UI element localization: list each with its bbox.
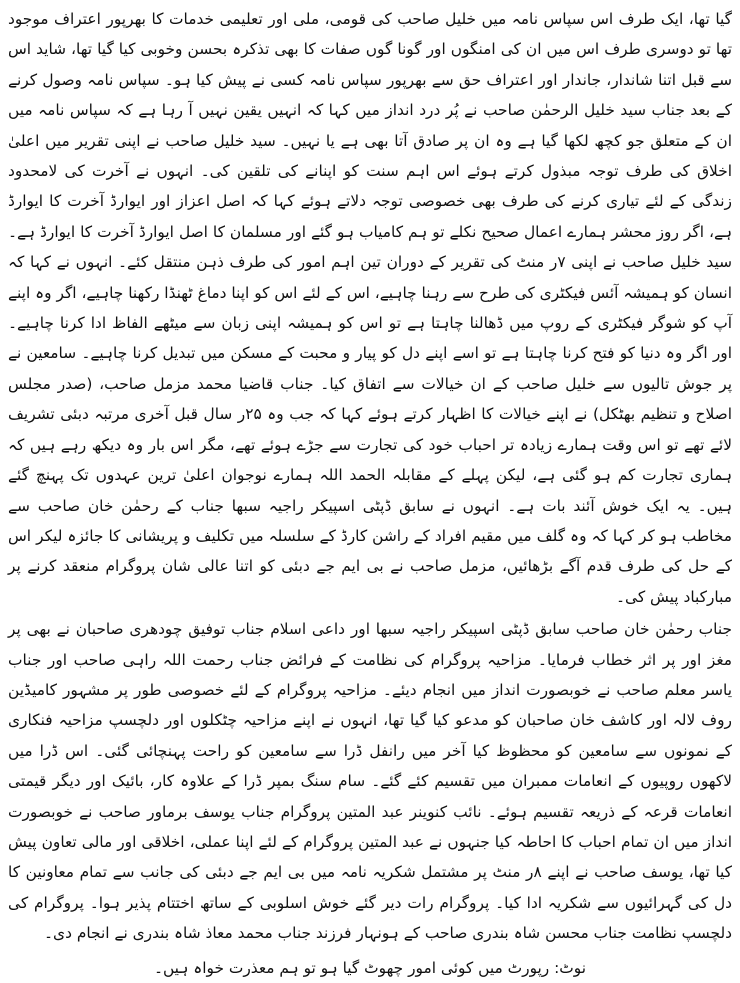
article-paragraph-1: گیا تھا، ایک طرف اس سپاس نامہ میں خلیل صاحب کی قومی، ملی اور تعلیمی خدمات کا بھرپور اعتراف موجود تھا تو دوسری طرف اس میں ان کی امنگوں اور گونا گوں صفات کا بھی تذکرہ بحسن وخوبی کیا گیا تھا، شاید اس سے قبل اتنا شاندار، جاندار اور اعتراف حق سے بھرپور سپاس نامہ کسی نے پیش کیا ہو۔ سپاس نامہ وصول کرنے کے بعد جناب سید خلیل الرحمٰن صاحب نے پُر درد انداز میں کہا کہ انہیں یقین نہیں آ رہا ہے کہ سپاس نامہ میں ان کے متعلق جو کچھ لکھا گیا ہے وہ ان پر صادق آتا بھی ہے یا نہیں۔ سید خلیل صاحب نے اپنی تقریر میں اعلیٰ اخلاق کی طرف توجہ مبذول کرتے ہوئے اس اہم سنت کو اپنانے کی تلقین کی۔ انہوں نے آخرت کی لامحدود زندگی کے لئے تیاری کرنے کی طرف بھی خصوصی توجہ دلاتے ہوئے کہا کہ اصل اعزاز اور ایوارڈ آخرت کا ایوارڈ ہے، اگر روز محشر ہمارے اعمال صحیح نکلے تو ہم کامیاب ہو گئے اور مسلمان کا اصل ایوارڈ آخرت کا ایوارڈ ہے۔ سید خلیل صاحب نے اپنی ۷ر منٹ کی تقریر کے دوران تین اہم امور کی طرف ذہن منتقل کئے۔ انہوں نے کہا کہ انسان کو ہمیشہ آئس فیکٹری کی طرح سے رہنا چاہیے، اس کے لئے اس کو اپنا دماغ ٹھنڈا رکھنا چاہیے، اگر وہ اپنے آپ کو شوگر فیکٹری کے روپ میں ڈھالنا چاہتا ہے تو اس کو ہمیشہ اپنی زبان سے میٹھے الفاظ ادا کرنا چاہیے۔ اور اگر وہ دنیا کو فتح کرنا چاہتا ہے تو اسے اپنے دل کو پیار و محبت کے مسکن میں تبدیل کرنا چاہیے۔ سامعین نے پر جوش تالیوں سے خلیل صاحب کے ان خیالات سے اتفاق کیا۔ جناب قاضیا محمد مزمل صاحب، (صدر مجلس اصلاح و تنظیم بھٹکل) نے اپنے خیالات کا اظہار کرتے ہوئے کہا کہ جب وہ ۲۵ر سال قبل آخری مرتبہ دبئی تشریف لائے تھے تو اس وقت ہمارے زیادہ تر احباب خود کی تجارت سے جڑے ہوئے تھے، مگر اس بار وہ دیکھ رہے ہیں کہ ہماری تجارت کم ہو گئی ہے، لیکن پہلے کے مقابلہ الحمد اللہ ہمارے نوجوان اعلیٰ ترین عہدوں تک پہنچ گئے ہیں۔ یہ ایک خوش آئند بات ہے۔ انہوں نے سابق ڈپٹی اسپیکر راجیہ سبھا جناب کے رحمٰن خان صاحب سے مخاطب ہو کر کہا کہ وہ گلف میں مقیم افراد کے راشن کارڈ کے سلسلہ میں تکلیف و پریشانی کا جائزہ لیکر اس کے حل کی طرف قدم آگے بڑھائیں، مزمل صاحب نے بی ایم جے دبئی کو اتنا عالی شان پروگرام منعقد کرنے پر مبارکباد پیش کی۔ — [8, 10, 732, 606]
closing-note: نوٹ: رپورٹ میں کوئی امور چھوٹ گیا ہو تو ہم معذرت خواہ ہیں۔ — [153, 958, 587, 977]
article-paragraph-2: جناب رحمٰن خان صاحب سابق ڈپٹی اسپیکر راجیہ سبھا اور داعی اسلام جناب توفیق چودھری صاحبان نے بھی پر مغز اور پر اثر خطاب فرمایا۔ مزاحیہ پروگرام کی نظامت کے فرائض جناب رحمت اللہ راہی صاحب اور جناب یاسر معلم صاحب نے خوبصورت انداز میں انجام دیئے۔ مزاحیہ پروگرام کے لئے خصوصی طور پر مشہور کامیڈین روف لالہ اور کاشف خان صاحبان کو مدعو کیا گیا تھا، انہوں نے اپنے مزاحیہ چٹکلوں اور دلچسپ مزاحیہ فنکاری کے نمونوں سے سامعین کو محظوظ کیا آخر میں رانفل ڈرا سے سامعین کو راحت پہنچائی گئی۔ اس ڈرا میں لاکھوں روپیوں کے انعامات ممبران میں تقسیم کئے گئے۔ سام سنگ بمپر ڈرا کے علاوہ کار، بائیک اور دیگر قیمتی انعامات قرعہ کے ذریعہ تقسیم ہوئے۔ نائب کنوینر عبد المتین پروگرام جناب یوسف برماور صاحب نے خوبصورت انداز میں ان تمام احباب کا احاطہ کیا جنہوں نے عبد المتین پروگرام کے لئے اپنا عملی، اخلاقی اور مالی تعاون پیش کیا تھا، یوسف صاحب نے اپنے ۸ر منٹ پر مشتمل شکریہ نامہ میں بی ایم جے دبئی کی جانب سے تمام معاونین کا دل کی گہرائیوں سے شکریہ ادا کیا۔ پروگرام رات دیر گئے خوش اسلوبی کے ساتھ اختتام پذیر ہوا۔ پروگرام کی دلچسپ نظامت جناب محسن شاہ بندری صاحب کے ہونہار فرزند جناب محمد معاذ شاہ بندری نے انجام دی۔ — [8, 620, 732, 943]
